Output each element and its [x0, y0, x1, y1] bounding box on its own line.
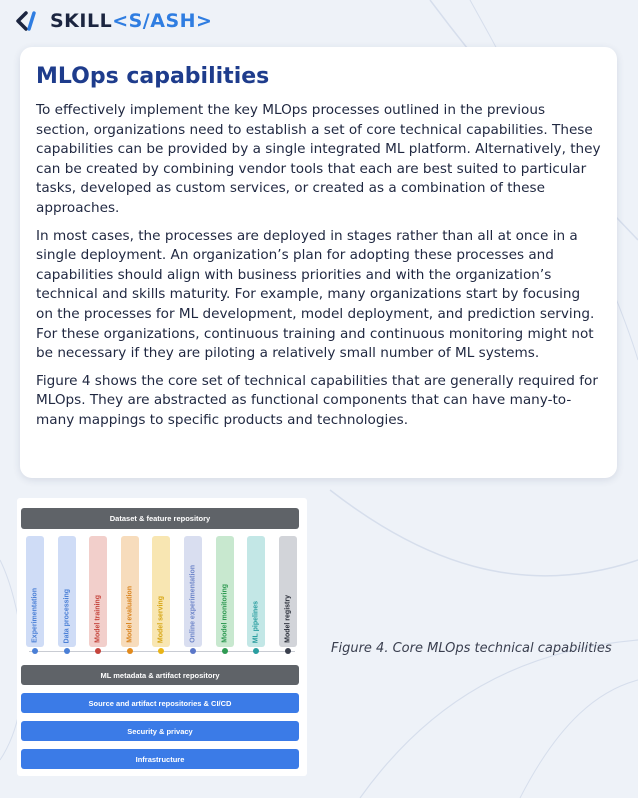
capability-column: [26, 536, 44, 647]
capability-label: Experimentation: [31, 588, 39, 643]
paragraph-3: Figure 4 shows the core set of technical capabilities that are generally required for MLOps. They are abstracted as functional components that can have many-to-many mappings to specific products and technologies.: [36, 372, 598, 428]
source-artifact-cicd-bar: Source and artifact repositories & CI/CD: [21, 693, 299, 713]
capability-dot: [95, 648, 101, 654]
capability-dot: [285, 648, 291, 654]
capability-label: Model training: [94, 595, 102, 643]
capability-label: Model registry: [284, 595, 292, 643]
capability-dot: [253, 648, 259, 654]
content-card: [20, 47, 617, 478]
paragraph-2: In most cases, the processes are deployed in stages rather than all at once in a single deployment. An organization’s plan for adopting these processes and capabilities should align with business priorities and with the organization’s technical and skills maturity. For example, many organizations start by focusing on the processes for ML development, model deployment, and prediction serving. For these organizations, continuous training and continuous monitoring might not be necessary if they are piloting a relatively small number of ML systems.: [36, 227, 595, 362]
capability-label: Model monitoring: [221, 584, 229, 643]
capability-dot: [158, 648, 164, 654]
capability-column: [152, 536, 170, 647]
capabilities-diagram: [17, 498, 307, 776]
dataset-feature-repository-bar: Dataset & feature repository: [21, 508, 299, 529]
capability-dot: [64, 648, 70, 654]
capability-column: [279, 536, 297, 647]
figure-caption: Figure 4. Core MLOps technical capabilities: [331, 641, 612, 656]
paragraph-1: To effectively implement the key MLOps processes outlined in the previous section, organizations need to establish a set of core technical capabilities. These capabilities can be provided by a single integrated ML platform. Alternatively, they can be created by combining vendor tools that each are best suited to particular tasks, developed as custom services, or created as a combination of these approaches.: [36, 102, 601, 216]
ml-metadata-repository-bar: ML metadata & artifact repository: [21, 665, 299, 685]
capability-column: [121, 536, 139, 647]
capability-label: ML pipelines: [252, 600, 260, 643]
capability-dot: [32, 648, 38, 654]
capability-label: Model serving: [157, 595, 165, 643]
brand-name-part1: SKILL: [50, 10, 113, 32]
capability-column: [184, 536, 202, 647]
capability-column: [58, 536, 76, 647]
brand-name: [50, 10, 212, 32]
section-title: MLOps capabilities: [36, 64, 270, 89]
capability-label: Data processing: [63, 588, 71, 643]
capability-column: [216, 536, 234, 647]
capability-column: [89, 536, 107, 647]
capability-dot: [222, 648, 228, 654]
capability-label: Online experimentation: [189, 565, 197, 643]
capability-dot: [127, 648, 133, 654]
infrastructure-bar: Infrastructure: [21, 749, 299, 769]
code-brackets-icon: [16, 11, 44, 31]
brand-logo: [16, 8, 212, 34]
brand-name-part2: <S/ASH>: [112, 10, 213, 32]
capability-label: Model evaluation: [126, 586, 134, 643]
security-privacy-bar: Security & privacy: [21, 721, 299, 741]
capability-column: [247, 536, 265, 647]
capability-dot: [190, 648, 196, 654]
